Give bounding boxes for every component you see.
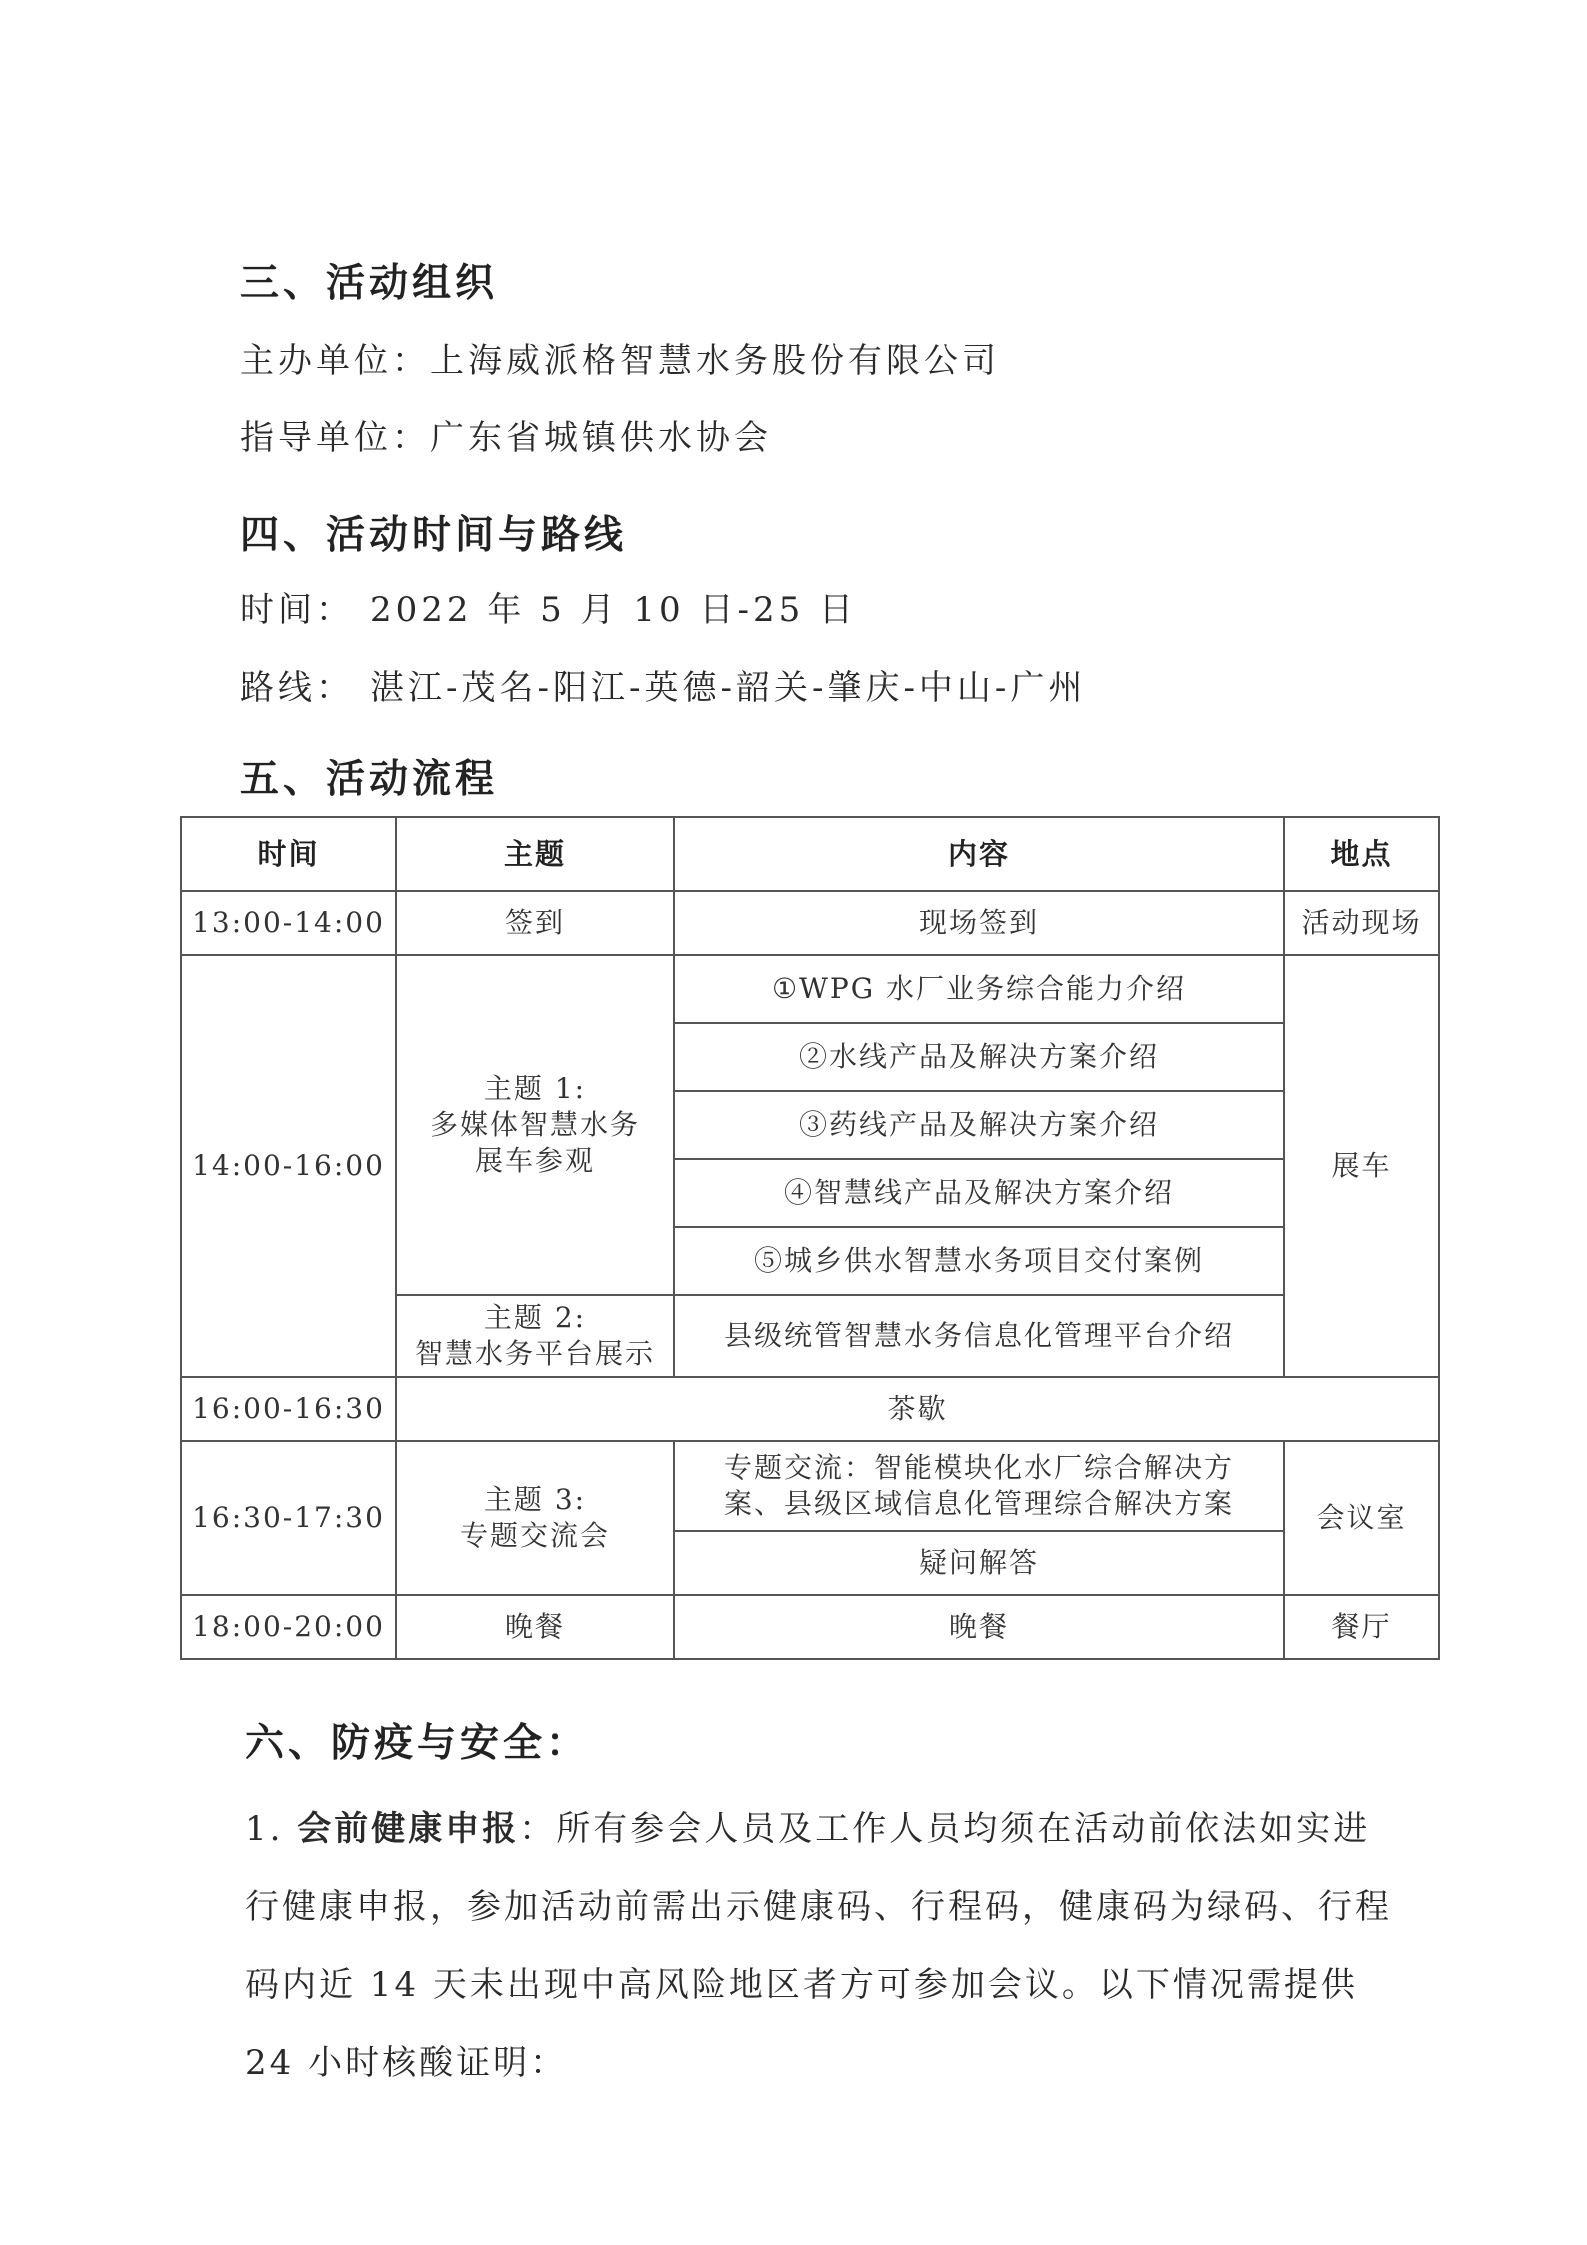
row5-time: 18:00-20:00 xyxy=(181,1595,396,1659)
item-number: 1. xyxy=(245,1809,284,1849)
guide-label: 指导单位： xyxy=(240,418,430,458)
route-label: 路线： xyxy=(240,668,354,708)
row2-place: 展车 xyxy=(1284,955,1439,1377)
row2-content-1: ①WPG 水厂业务综合能力介绍 xyxy=(674,955,1284,1023)
row1-content: 现场签到 xyxy=(674,891,1284,955)
row1-place: 活动现场 xyxy=(1284,891,1439,955)
theme1-line: 主题 1: xyxy=(483,1072,587,1105)
row2-content-5: ⑤城乡供水智慧水务项目交付案例 xyxy=(674,1227,1284,1295)
route-line xyxy=(240,660,1086,709)
schedule-table xyxy=(180,816,1440,1660)
table-header-row xyxy=(181,817,1439,891)
section4-heading: 四、活动时间与路线 xyxy=(240,513,628,558)
guide-value: 广东省城镇供水协会 xyxy=(430,418,772,458)
table-row xyxy=(181,955,1439,1023)
row4-content-2: 疑问解答 xyxy=(674,1531,1284,1595)
content-line: 专题交流：智能模块化水厂综合解决方 xyxy=(723,1451,1234,1484)
theme3-line: 专题交流会 xyxy=(459,1519,610,1552)
table-row xyxy=(181,1377,1439,1441)
theme3-line: 主题 3: xyxy=(483,1483,587,1516)
theme2-line: 智慧水务平台展示 xyxy=(414,1337,655,1370)
organizer-label: 主办单位： xyxy=(240,341,430,381)
organizer-line xyxy=(240,333,1000,382)
row4-place: 会议室 xyxy=(1284,1441,1439,1595)
row4-time: 16:30-17:30 xyxy=(181,1441,396,1595)
content-line: 案、县级区域信息化管理综合解决方案 xyxy=(723,1487,1234,1520)
header-time: 时间 xyxy=(181,817,396,891)
organizer-value: 上海威派格智慧水务股份有限公司 xyxy=(430,341,1000,381)
section6-heading: 六、防疫与安全： xyxy=(245,1721,590,1766)
row2-content-6: 县级统管智慧水务信息化管理平台介绍 xyxy=(674,1295,1284,1377)
theme2-line: 主题 2: xyxy=(483,1301,587,1334)
time-line xyxy=(240,582,857,631)
row5-place: 餐厅 xyxy=(1284,1595,1439,1659)
row5-content: 晚餐 xyxy=(674,1595,1284,1659)
row2-time: 14:00-16:00 xyxy=(181,955,396,1377)
row2-content-2: ②水线产品及解决方案介绍 xyxy=(674,1023,1284,1091)
theme1-line: 展车参观 xyxy=(474,1144,595,1177)
item-bold-title: 会前健康申报 xyxy=(297,1809,520,1849)
header-content: 内容 xyxy=(674,817,1284,891)
header-place: 地点 xyxy=(1284,817,1439,891)
route-value: 湛江-茂名-阳江-英德-韶关-肇庆-中山-广州 xyxy=(370,668,1087,708)
row5-theme: 晚餐 xyxy=(396,1595,674,1659)
section5-heading: 五、活动流程 xyxy=(240,757,499,802)
row1-theme: 签到 xyxy=(396,891,674,955)
guide-line xyxy=(240,410,772,459)
table-row xyxy=(181,891,1439,955)
header-theme: 主题 xyxy=(396,817,674,891)
row2-content-4: ④智慧线产品及解决方案介绍 xyxy=(674,1159,1284,1227)
row1-time: 13:00-14:00 xyxy=(181,891,396,955)
row4-content-1 xyxy=(674,1441,1284,1531)
table-row xyxy=(181,1595,1439,1659)
table-row xyxy=(181,1441,1439,1531)
theme1-line: 多媒体智慧水务 xyxy=(429,1108,640,1141)
row2-content-3: ③药线产品及解决方案介绍 xyxy=(674,1091,1284,1159)
row2-theme2 xyxy=(396,1295,674,1377)
health-declaration-paragraph xyxy=(245,1790,1405,2102)
row2-theme1 xyxy=(396,955,674,1295)
time-label: 时间： xyxy=(240,590,354,630)
section3-heading: 三、活动组织 xyxy=(240,261,499,306)
row4-theme xyxy=(396,1441,674,1595)
item-text: ：所有参会人员及工作人员均须在活动前依法如实进行健康申报，参加活动前需出示健康码、行程码，健康码为绿码、行程码内近 14 天未出现中高风险地区者方可参加会议。以下情况需提供 24 小时核酸证明： xyxy=(245,1809,1392,2083)
row3-time: 16:00-16:30 xyxy=(181,1377,396,1441)
time-value: 2022 年 5 月 10 日-25 日 xyxy=(370,590,858,630)
row3-content: 茶歇 xyxy=(396,1377,1439,1441)
